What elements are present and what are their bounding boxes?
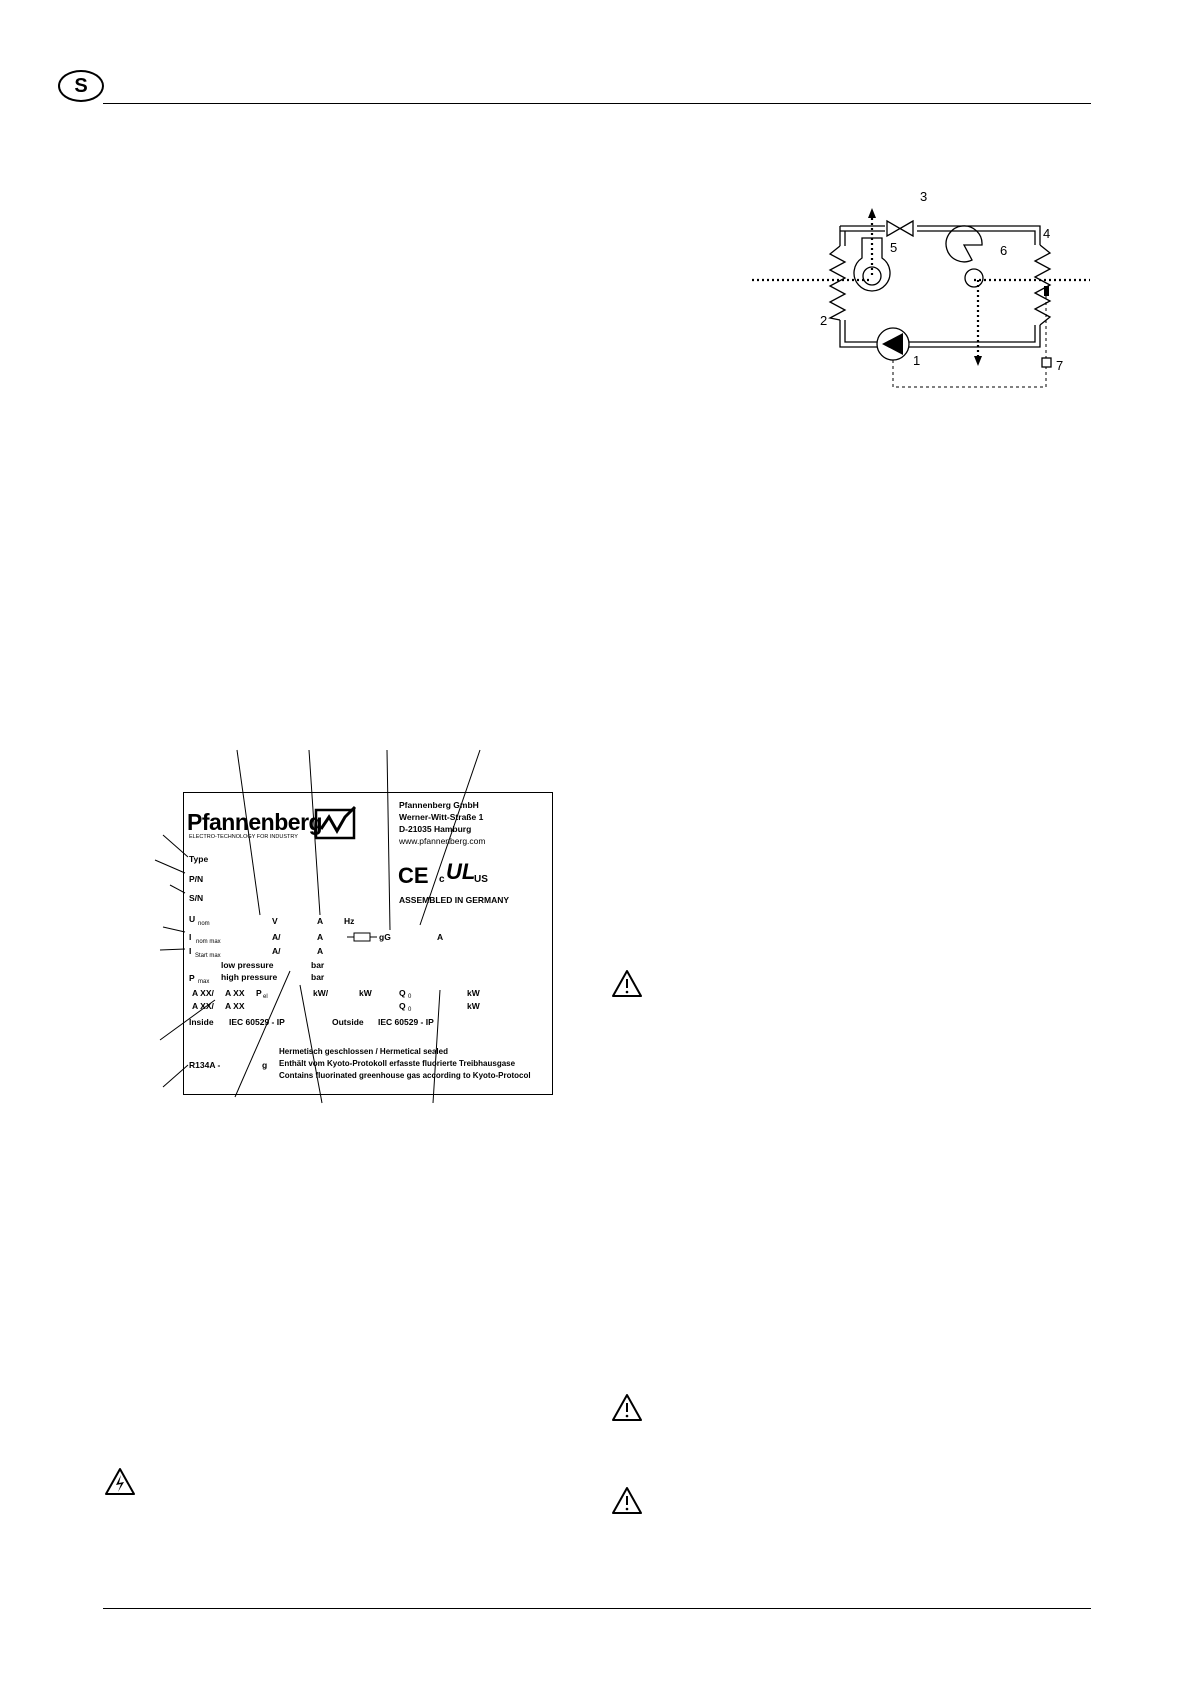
type-label: Type xyxy=(189,854,209,864)
company-website: www.pfannenberg.com xyxy=(399,836,486,846)
kw-unit-3: kW xyxy=(467,1001,480,1011)
u-sub: nom xyxy=(198,921,210,927)
company-street: Werner-Witt-Straße 1 xyxy=(399,812,484,822)
axx-1: A XX/ xyxy=(192,988,214,998)
language-badge: S xyxy=(58,70,104,102)
a-slash-1: A/ xyxy=(272,932,281,942)
q0-sub-1: 0 xyxy=(408,994,412,1000)
fuse-icon xyxy=(347,931,377,943)
pn-label: P/N xyxy=(189,874,204,884)
sn-label: S/N xyxy=(189,893,204,903)
a-unit-4: A xyxy=(317,946,324,956)
a-unit-2: A xyxy=(317,932,324,942)
a-unit-3: A xyxy=(437,932,444,942)
iec-outside: IEC 60529 - IP xyxy=(378,1017,434,1027)
company-city: D-21035 Hamburg xyxy=(399,824,472,834)
gg-label: gG xyxy=(379,932,391,942)
high-pressure-label: high pressure xyxy=(221,972,278,982)
inside-label: Inside xyxy=(189,1017,214,1027)
a-slash-2: A/ xyxy=(272,946,281,956)
q0-label-1: Q xyxy=(399,988,406,998)
company-name: Pfannenberg GmbH xyxy=(399,800,479,810)
warning-icon xyxy=(611,1486,643,1515)
i-nom-label: I xyxy=(189,932,192,942)
kyoto-de-text: Enthält vom Kyoto-Protokoll erfasste fluorierte Treibhausgase xyxy=(279,1059,516,1068)
i-start-sub: Start max xyxy=(195,953,221,959)
pel-sub: el xyxy=(263,994,268,1000)
i-nom-sub: nom max xyxy=(196,939,221,945)
diagram-label-4: 4 xyxy=(1043,226,1051,241)
q0-label-2: Q xyxy=(399,1001,406,1011)
sealed-text: Hermetisch geschlossen / Hermetical sealed xyxy=(279,1047,448,1056)
hz-unit: Hz xyxy=(344,916,355,926)
pel-label: P xyxy=(256,988,262,998)
brand-tagline: ELECTRO-TECHNOLOGY FOR INDUSTRY xyxy=(189,834,298,840)
diagram-label-3: 3 xyxy=(920,189,928,204)
bar-unit-1: bar xyxy=(311,960,325,970)
diagram-label-1: 1 xyxy=(913,353,921,368)
kyoto-en-text: Contains fluorinated greenhouse gas according to Kyoto-Protocol xyxy=(279,1071,531,1080)
diagram-label-6: 6 xyxy=(1000,243,1008,258)
v-unit: V xyxy=(272,916,278,926)
ul-c-mark: c xyxy=(439,874,445,885)
electrical-hazard-icon xyxy=(104,1467,136,1496)
refrigerant-label: R134A - xyxy=(189,1060,221,1070)
axx-3: A XX/ xyxy=(192,1001,214,1011)
axx-4: A XX xyxy=(225,1001,245,1011)
ce-mark: CE xyxy=(398,863,429,888)
warning-icon xyxy=(611,969,643,998)
outside-label: Outside xyxy=(332,1017,364,1027)
footer-rule xyxy=(103,1608,1091,1609)
u-label: U xyxy=(189,914,196,924)
iec-inside: IEC 60529 - IP xyxy=(229,1017,285,1027)
p-sub: max xyxy=(198,979,210,985)
diagram-label-7: 7 xyxy=(1056,358,1064,373)
diagram-label-2: 2 xyxy=(820,313,828,328)
low-pressure-label: low pressure xyxy=(221,960,274,970)
q0-sub-2: 0 xyxy=(408,1007,412,1013)
brand-name: Pfannenberg xyxy=(187,809,323,835)
ul-us-mark: US xyxy=(474,874,488,885)
warning-icon xyxy=(611,1393,643,1422)
diagram-label-5: 5 xyxy=(890,240,898,255)
axx-2: A XX xyxy=(225,988,245,998)
ul-mark: UL xyxy=(446,859,476,884)
kw-unit-2: kW xyxy=(467,988,480,998)
nameplate xyxy=(183,792,553,1095)
i-start-label: I xyxy=(189,946,192,956)
a-unit-1: A xyxy=(317,916,324,926)
kw-unit-1: kW xyxy=(359,988,372,998)
kw-slash: kW/ xyxy=(313,988,329,998)
bar-unit-2: bar xyxy=(311,972,325,982)
grams-unit: g xyxy=(262,1060,268,1070)
p-label: P xyxy=(189,973,195,983)
brand-logo-icon xyxy=(315,807,357,841)
assembled-in: ASSEMBLED IN GERMANY xyxy=(399,895,510,905)
